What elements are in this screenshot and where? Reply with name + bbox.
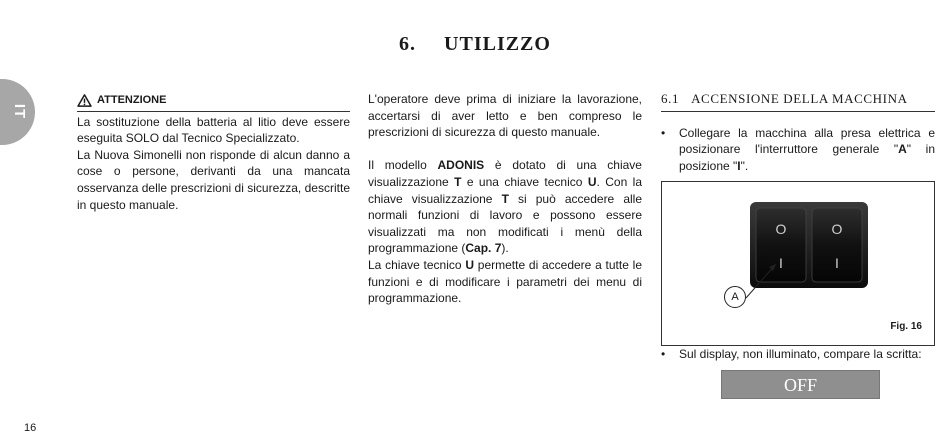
switch-off-symbol: O (775, 221, 787, 238)
bold-text: U (465, 257, 475, 272)
warning-paragraph: La sostituzione della batteria al litio deve essere eseguita SOLO dal Tecnico Specializzato. (77, 114, 350, 146)
section-heading (661, 91, 935, 112)
text: . Con la chiave visualizzazione (368, 174, 642, 206)
chapter-number: 6. (399, 33, 417, 55)
usage-paragraph (368, 157, 642, 257)
warning-icon (77, 94, 92, 107)
bullet-item (661, 125, 935, 175)
bullet-icon: • (661, 125, 666, 140)
usage-paragraph (368, 257, 642, 307)
paragraph-spacer (368, 141, 642, 158)
bold-text: ADONIS (437, 158, 485, 173)
section-column (661, 91, 935, 399)
switch-off-symbol: O (831, 221, 843, 238)
section-number: 6.1 (661, 91, 680, 106)
text: è dotato di una chiave visualizzazione (368, 158, 642, 189)
bold-text: I (737, 158, 741, 173)
warning-title: ATTENZIONE (97, 94, 167, 106)
text: permette di accedere a tutte le funzioni e di modificare i parametri dei menu di programmazione. (368, 257, 642, 306)
section-title: ACCENSIONE DELLA MACCHINA (691, 91, 908, 106)
text: " in posizione " (679, 142, 935, 173)
bold-text: Cap. 7 (465, 241, 502, 256)
text: si può accedere alle normali funzioni di lavoro e possono essere visualizzati ma non modificati i menù della programmazione ( (368, 191, 643, 256)
warning-paragraph: La Nuova Simonelli non risponde di alcun danno a cose o persone, derivanti da una mancata osservanza delle prescrizioni di sicurezza, descritte in questo manuale. (77, 147, 350, 212)
bold-text: A (898, 142, 907, 157)
chapter-title-text: UTILIZZO (444, 33, 551, 55)
text: e una chiave tecnico (461, 174, 588, 189)
bold-text: U (587, 174, 597, 189)
display-off: OFF (721, 370, 880, 399)
usage-paragraph: L'operatore deve prima di iniziare la lavorazione, accertarsi di aver letto e ben compreso le prescrizioni di sicurezza di questo manuale. (368, 92, 642, 140)
bold-text: T (501, 191, 509, 206)
text: ". (740, 158, 749, 173)
switch-on-symbol: I (835, 255, 839, 272)
callout-a: A (724, 286, 746, 308)
bold-text: T (454, 174, 462, 189)
text: Il modello (368, 158, 438, 173)
figure-16 (661, 181, 935, 346)
switch-on-symbol: I (779, 255, 783, 272)
warning-column (77, 92, 350, 213)
bullet-item (661, 346, 935, 363)
text: Collegare la macchina alla presa elettrica e posizionare l'interruttore generale " (679, 125, 935, 157)
chapter-title (0, 33, 950, 56)
figure-label: Fig. 16 (890, 320, 922, 332)
page-number: 16 (24, 422, 37, 434)
text: ). (501, 241, 509, 256)
text: La chiave tecnico (368, 257, 466, 272)
warning-heading (77, 92, 350, 112)
usage-column (368, 91, 642, 307)
text: Sul display, non illuminato, compare la scritta: (679, 347, 922, 362)
bullet-icon: • (661, 347, 666, 362)
language-tab-label: IT (11, 103, 29, 120)
